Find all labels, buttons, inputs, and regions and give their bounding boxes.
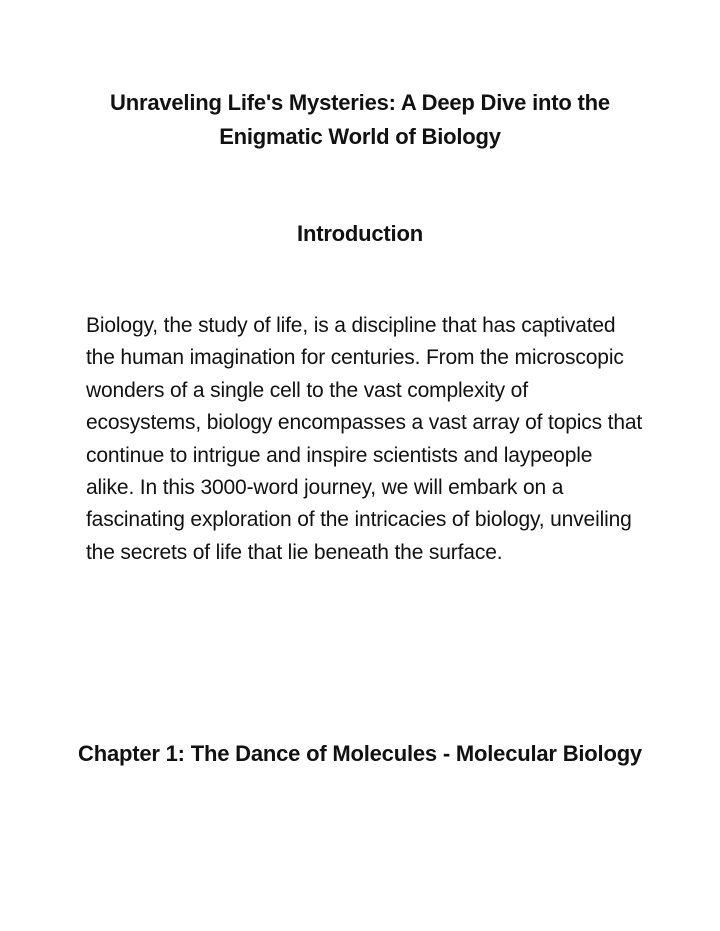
introduction-paragraph: Biology, the study of life, is a discipline that has captivated the human imagination for centuries. From the microscopic wonders of a single cell to the vast complexity of ecosystems, biology encompasses a vast array of topics that continue to intrigue and inspire scientists and laypeople alike. In this 3000-word journey, we will embark on a fascinating exploration of the intricacies of biology, unveiling the secrets of life that lie beneath the surface.	[86, 314, 643, 564]
document-title: Unraveling Life's Mysteries: A Deep Dive into the Enigmatic World of Biology	[110, 90, 610, 149]
chapter-1-heading: Chapter 1: The Dance of Molecules - Molecular Biology	[78, 741, 642, 766]
introduction-heading: Introduction	[297, 221, 423, 246]
